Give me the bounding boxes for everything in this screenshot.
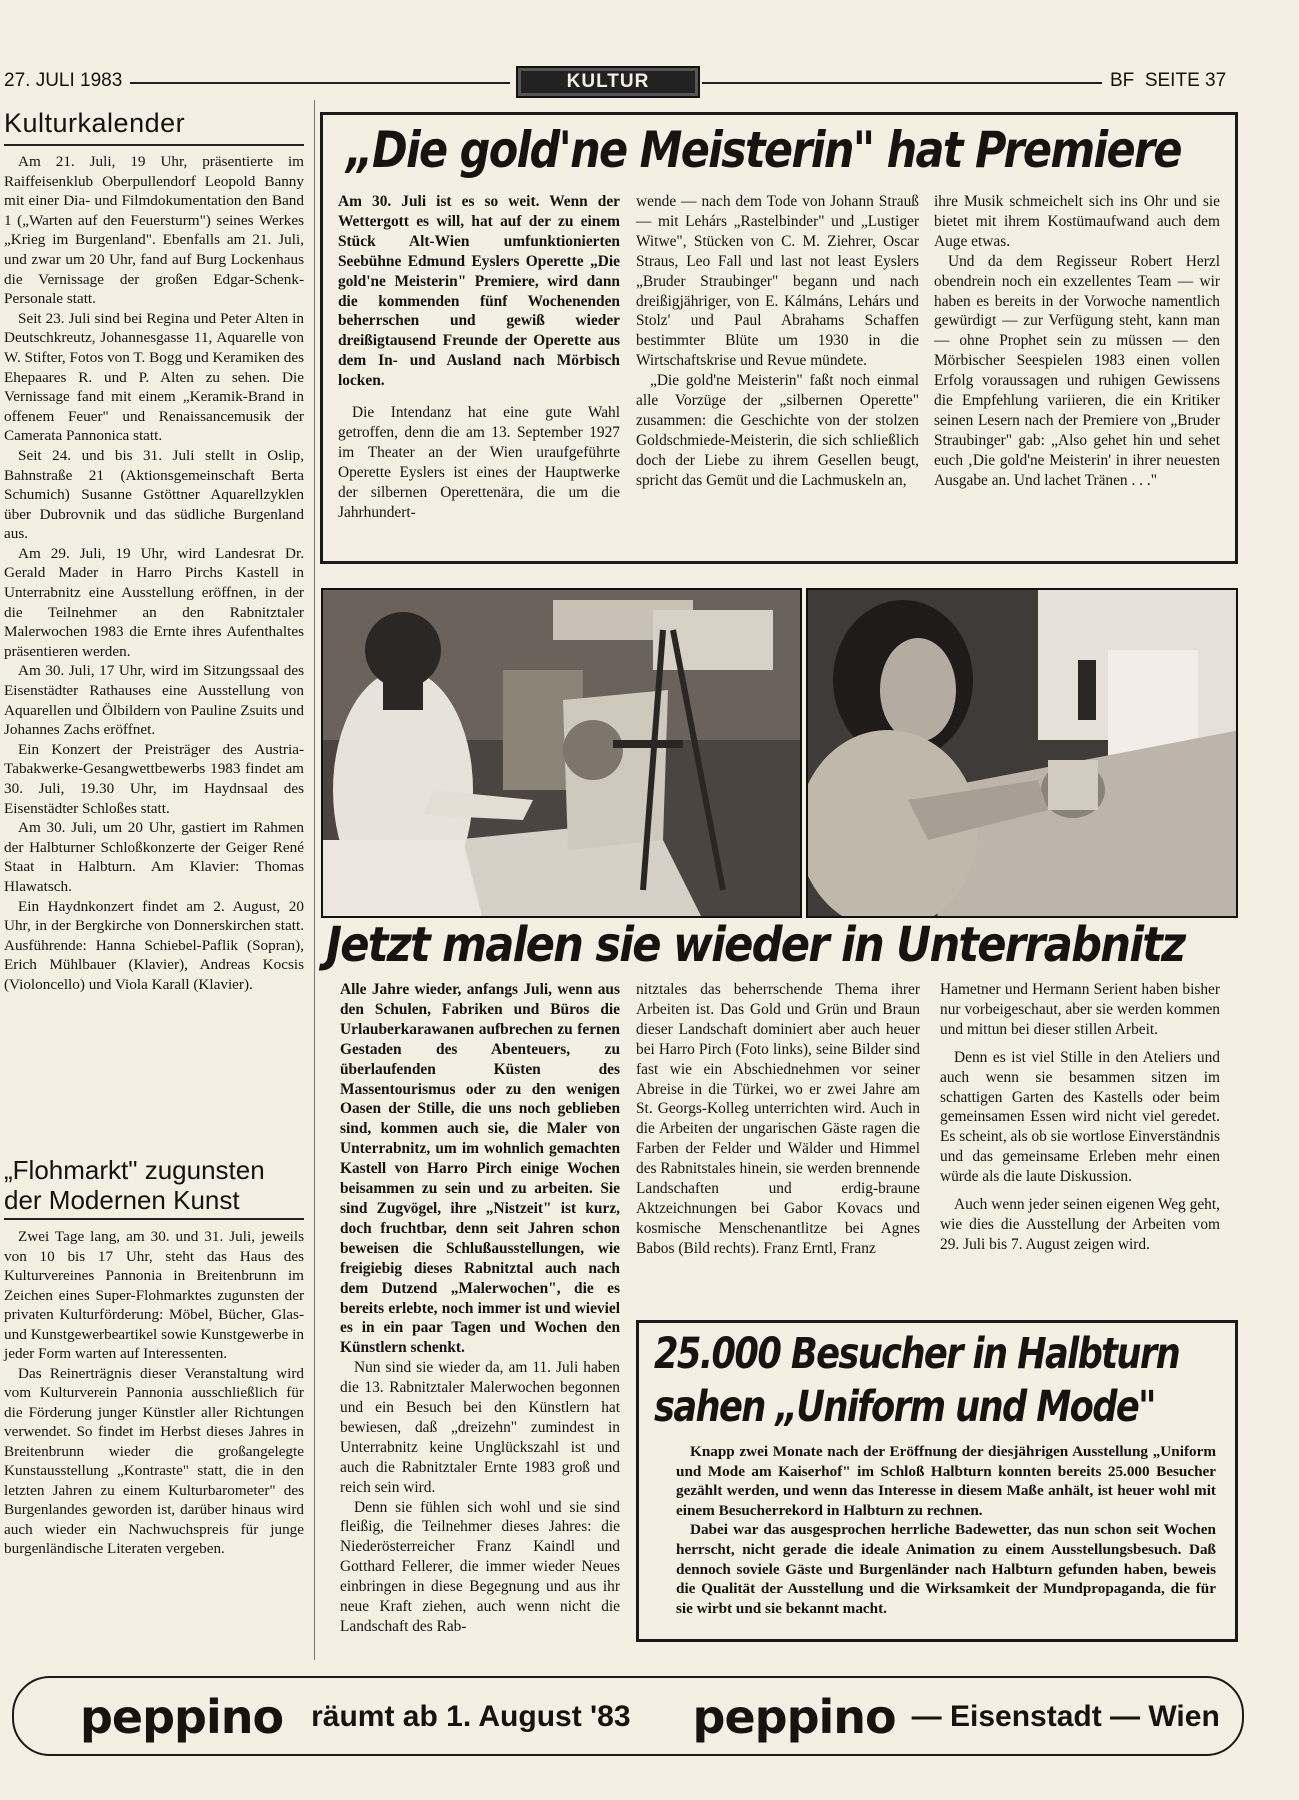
unterrabnitz-paragraph: Hametner und Hermann Serient haben bisher nur vorbeigeschaut, aber sie werden kommen und mittun bei dieser stillen Arbeit. bbox=[940, 981, 1220, 1038]
header-rule-right bbox=[702, 82, 1102, 84]
halbturn-headline-line2: sahen „Uniform und Mode" bbox=[654, 1382, 1155, 1432]
meisterin-paragraph: Und da dem Regisseur Robert Herzl obendrein noch ein exzellentes Team — wir haben es bereits in der Vorwoche namentlich gewürdigt — zur Verfügung steht, kann man — ohne Prophet sein zu müssen — den Mörbischer Seespielen 1983 einen vollen Erfolg voraussagen und ruhigen Gewissens die Empfehlung variieren, die ein Kritiker seinen Lesern nach der Premiere von „Bruder Straubinger" gab: „Also gehet hin und sehet euch ‚Die gold'ne Meisterin' in ihrer neuesten Ausgabe an. Und lachet Tränen . . ." bbox=[934, 252, 1220, 489]
kalender-paragraph: Ein Konzert der Preisträger des Austria-Tabakwerke-Gesangwettbewerbs 1983 findet am 30. Juli, 19.30 Uhr, im Haydnsaal des Eisenstädter Schloßes statt. bbox=[4, 740, 304, 817]
unterrabnitz-lead: Alle Jahre wieder, anfangs Juli, wenn aus den Schulen, Fabriken und Büros die Urlauberkarawanen aufbrechen zu fernen Gestaden des Abenteuers, zu überlaufenden Küsten des Massentourismus oder zu den wenigen Oasen der Stille, die uns noch geblieben sind, kommen auch sie, die Maler von Unterrabnitz, um im wohnlich gemachten Kastell von Harro Pirch einige Wochen beisammen zu sein und zu arbeiten. Sie sind Zugvögel, ihre „Nistzeit" ist kurz, doch fruchtbar, denn seit Jahren schon beweisen die Schlußausstellungen, wie freigiebig dieses Rabnitztal auch nach dem Dutzend „Malerwochen", die es bereits erlebte, noch immer ist und wieviel es in ein paar Tagen und Wochen den Künstlern schenkt. bbox=[340, 981, 620, 1357]
meisterin-col-2 bbox=[636, 192, 919, 491]
meisterin-lead: Am 30. Juli ist es so weit. Wenn der Wettergott es will, hat auf der zu einem Stück Alt-Wien umfunktionierten Seebühne Edmund Eyslers Operette „Die gold'ne Meisterin" Premiere, wird dann die kommenden fünf Wochenenden beherrschen und gewiß wieder dreißigtausend Freunde der Operette aus dem In- und Ausland nach Mörbisch locken. bbox=[338, 193, 620, 390]
flohmarkt-title-line1: „Flohmarkt" zugunsten bbox=[4, 1155, 265, 1185]
meisterin-paragraph: „Die gold'ne Meisterin" faßt noch einmal alle Vorzüge der „silbernen Operette" zusammen: die Geschichte von der stolzen Goldschmiede-Meisterin, die sich schließlich doch der Liebe zu ihrem Gesellen beugt, spricht das Gemüt und die Lachmuskeln an, bbox=[636, 372, 919, 489]
unterrabnitz-paragraph: Denn sie fühlen sich wohl und sie sind fleißig, die Teilnehmer dieses Jahres: die Niederösterreicher Franz Kaindl und Gotthard Fellerer, die immer wieder Neues einbringen in diese Begegnung und aus ihr neue Kraft ziehen, auch wenn nicht die Landschaft des Rab- bbox=[340, 1498, 620, 1635]
column-divider bbox=[314, 100, 315, 1660]
kalender-paragraph: Am 30. Juli, um 20 Uhr, gastiert im Rahmen der Halbturner Schloßkonzerte der Geiger René Staat in Halbturn. Am Klavier: Thomas Hlawatsch. bbox=[4, 819, 304, 895]
flohmarkt-paragraph: Zwei Tage lang, am 30. und 31. Juli, jeweils von 10 bis 17 Uhr, steht das Haus des Kulturvereines Pannonia in Breitenbrunn im Zeichen eines Super-Flohmarktes zugunsten der privaten Kulturförderung: Möbel, Bücher, Glas- und Kunstgewerbeartikel sowie Kunstgewerbe in jeder Form warten auf Interessenten. bbox=[4, 1228, 304, 1362]
photo-painter-harro-pirch bbox=[321, 588, 802, 918]
header-page: BF SEITE 37 bbox=[1110, 70, 1227, 91]
meisterin-paragraph: ihre Musik schmeichelt sich ins Ohr und sie bietet mit ihrem Kostümaufwand auch dem Auge etwas. bbox=[934, 193, 1220, 250]
peppino-ad-locations: — Eisenstadt — Wien bbox=[911, 1700, 1220, 1733]
halbturn-paragraph: Dabei war das ausgesprochen herrliche Badewetter, das nun schon seit Wochen herrscht, nicht gerade die ideale Animation zu einem Ausstellungsbesuch. Daß dennoch soviele Gäste und Burgenländer nach Halbturn gefunden haben, beweis die Qualität der Ausstellung und die Wirksamkeit der Mundpropaganda, die für sie wirbt und sie bekannt macht. bbox=[676, 1521, 1216, 1617]
kalender-paragraph: Am 30. Juli, 17 Uhr, wird im Sitzungssaal des Eisenstädter Rathauses eine Ausstellung von Aquarellen und Ölbildern von Pauline Zsuits und Johannes Zachs eröffnet. bbox=[4, 662, 304, 739]
meisterin-col-1 bbox=[338, 192, 620, 523]
unterrabnitz-paragraph: Denn es ist viel Stille in den Ateliers und auch wenn sie besammen sitzen im schattigen Garten des Kastells oder beim gemeinsamen Essen wird nicht viel geredet. Es scheint, als ob sie wortlose Einverständnis und das gemeinsame Erleben mehr einen würde als die laute Diskussion. bbox=[940, 1048, 1220, 1186]
kalender-paragraph: Seit 24. und bis 31. Juli stellt in Oslip, Bahnstraße 21 (Aktionsgemeinschaft Berta Schumich) Susanne Gstöttner Aquarellzyklen über Dubrovnik und das südliche Burgenland aus. bbox=[4, 446, 304, 543]
photo-artist-agnes-babos bbox=[806, 588, 1238, 918]
kulturkalender-title-rule bbox=[4, 144, 304, 146]
unterrabnitz-paragraph: nitztales das beherrschende Thema ihrer Arbeiten ist. Das Gold und Grün und Braun dieser Landschaft dominiert aber auch heuer bei Harro Pirch (Foto links), seine Bilder sind fast wie ein Abschiednehmen vor seiner Abreise in die Türkei, wo er zwei Jahre am St. Georgs-Kolleg unterrichten wird. Auch in die Arbeiten der ungarischen Gäste ragen die Farben der Felder und Wälder und Himmel des Rabnitstales hinein, sie werden brennende Landschaften und erdig-braune Aktzeichnungen bei Gabor Kovacs und kosmische Menschenantlitze bei Agnes Babos (Bild rechts). Franz Erntl, Franz bbox=[636, 981, 920, 1257]
peppino-logo-2: peppino bbox=[692, 1690, 896, 1744]
kalender-paragraph: Ein Haydnkonzert findet am 2. August, 20 Uhr, in der Bergkirche von Donnerskirchen statt. Ausführende: Hanna Schiebel-Paflik (Sopran), Erich Mühlbauer (Klavier), Andreas Kocsis (Violoncello) und Viola Karall (Klavier). bbox=[4, 897, 304, 993]
halbturn-headline bbox=[654, 1328, 1179, 1434]
flohmarkt-title bbox=[4, 1155, 265, 1215]
unterrabnitz-paragraph: Auch wenn jeder seinen eigenen Weg geht, wie dies die Ausstellung der Arbeiten vom 29. Juli bis 7. August zeigen wird. bbox=[940, 1196, 1220, 1253]
section-label bbox=[516, 66, 700, 98]
peppino-ad-text: räumt ab 1. August '83 bbox=[311, 1700, 631, 1733]
meisterin-headline: „Die gold'ne Meisterin" hat Premiere bbox=[346, 121, 1181, 179]
flohmarkt-paragraph: Das Reinerträgnis dieser Veranstaltung wird vom Kulturverein Pannonia ausschließlich für die Förderung junger Künstler aller Richtungen verwendet. So findet im Herbst dieses Jahres in Breitenbrunn wieder die großangelegte Kunstausstellung „Kontraste" statt, die in den letzten Jahren zu einem Kulturbarometer" des Burgenlandes geworden ist, darüber hinaus wird auch wieder ein Nachwuchspreis für junge burgenländische Literaten vergeben. bbox=[4, 1364, 304, 1557]
photo-artist-image bbox=[808, 590, 1238, 918]
header-rule-left bbox=[130, 82, 510, 84]
halbturn-headline-line1: 25.000 Besucher in Halbturn bbox=[654, 1329, 1180, 1379]
unterrabnitz-col-1 bbox=[340, 980, 620, 1637]
flohmarkt-body bbox=[4, 1227, 304, 1559]
kalender-paragraph: Am 21. Juli, 19 Uhr, präsentierte im Raiffeisenklub Oberpullendorf Leopold Banny mit einer Dia- und Filmdokumentation den Band 1 („Warten auf den Feuersturm") seines Werkes „Krieg im Burgenland". Ebenfalls am 21. Juli, und zwar um 20 Uhr, fand auf Burg Lockenhaus die Vernissage der großen Edgar-Schenk-Personale statt. bbox=[4, 153, 304, 308]
flohmarkt-title-line2: der Modernen Kunst bbox=[4, 1185, 240, 1215]
kalender-paragraph: Seit 23. Juli sind bei Regina und Peter Alten in Deutschkreutz, Johannesgasse 11, Aquarelle von W. Stifter, Fotos von T. Bogg und Keramiken des Ehepaares R. und P. Alten zu sehen. Die Vernissage fand mit einem „Keramik-Brand in offenem Feuer" und Renaissancemusik der Camerata Pannonica statt. bbox=[4, 309, 304, 445]
meisterin-paragraph: Die Intendanz hat eine gute Wahl getroffen, denn die am 13. September 1927 im Theater an der Wien uraufgeführte Operette Eyslers ist eines der Hauptwerke der silbernen Operettenära, die um die Jahrhundert- bbox=[338, 404, 620, 521]
meisterin-col-3 bbox=[934, 192, 1220, 491]
section-label-text: KULTUR bbox=[566, 71, 650, 92]
peppino-ad-content bbox=[80, 1682, 1220, 1752]
peppino-logo: peppino bbox=[80, 1690, 284, 1744]
header-date: 27. JULI 1983 bbox=[4, 70, 123, 91]
halbturn-paragraph: Knapp zwei Monate nach der Eröffnung der diesjährigen Ausstellung „Uniform und Mode am Kaiserhof" im Schloß Halbturn konnten bereits 25.000 Besucher gezählt werden, und wenn das Interesse in diesem Maße anhält, ist heuer wohl mit einem Besucherrekord in Halbturn zu rechnen. bbox=[676, 1443, 1216, 1519]
flohmarkt-title-rule bbox=[4, 1218, 304, 1220]
unterrabnitz-col-2 bbox=[636, 980, 920, 1259]
unterrabnitz-col-3 bbox=[940, 980, 1220, 1255]
meisterin-paragraph: wende — nach dem Tode von Johann Strauß — mit Lehárs „Rastelbinder" und „Lustiger Witwe", Stücken von C. M. Ziehrer, Oscar Straus, Leo Fall und last not least Eyslers „Bruder Straubinger" begann und nach dreißigjähriger, von E. Kálmáns, Lehárs und Stolz' und Paul Abrahams Schaffen bestimmter Blüte um 1930 in die Wirtschaftskrise und Revue mündete. bbox=[636, 193, 919, 370]
photo-painter-image bbox=[323, 590, 802, 918]
kulturkalender-body bbox=[4, 152, 304, 995]
halbturn-body bbox=[676, 1442, 1216, 1618]
kalender-paragraph: Am 29. Juli, 19 Uhr, wird Landesrat Dr. Gerald Mader in Harro Pirchs Kastell in Unterrabnitz eine Ausstellung eröffnen, in der die Teilnehmer an den Rabnitztaler Malerwochen 1983 die Ernte ihres Aufenthaltes präsentieren werden. bbox=[4, 544, 304, 660]
unterrabnitz-headline: Jetzt malen sie wieder in Unterrabnitz bbox=[326, 917, 1185, 973]
unterrabnitz-paragraph: Nun sind sie wieder da, am 11. Juli haben die 13. Rabnitztaler Malerwochen begonnen und ein Besuch bei den Künstlern hat bewiesen, daß „dreizehn" zumindest in Unterrabnitz keine Unglückszahl ist und auch die Rabnitztaler Ernte 1983 groß und reich sein wird. bbox=[340, 1359, 620, 1496]
kulturkalender-title: Kulturkalender bbox=[4, 108, 186, 138]
